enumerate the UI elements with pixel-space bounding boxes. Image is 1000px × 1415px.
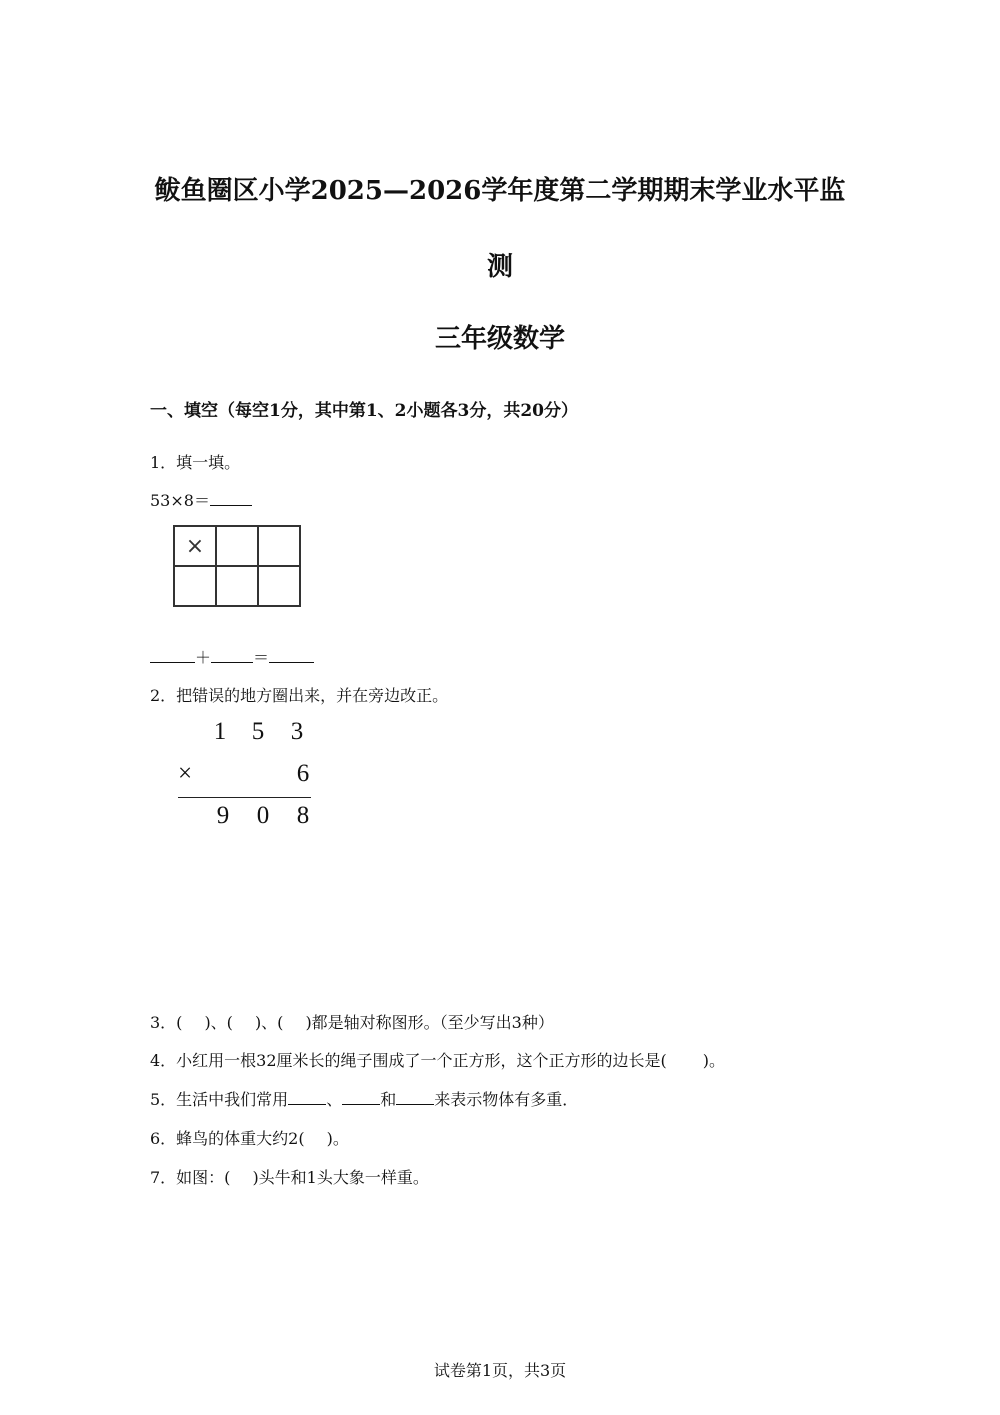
q5-prefix: 5．生活中我们常用 bbox=[150, 1090, 289, 1109]
q6-prefix: 6．蜂鸟的体重大约2( bbox=[150, 1129, 305, 1148]
multiplication-line bbox=[178, 797, 311, 798]
q5-text bbox=[150, 1087, 578, 1110]
q1-answer-blank[interactable] bbox=[210, 489, 252, 506]
exam-title-line2: 测 bbox=[486, 252, 513, 282]
page-footer: 试卷第1页，共3页 bbox=[433, 1361, 567, 1380]
q5-suffix: 来表示物体有多重． bbox=[434, 1090, 579, 1109]
q7-text bbox=[150, 1165, 429, 1188]
q5-sep2: 和 bbox=[380, 1090, 397, 1109]
q7-prefix: 7．如图：( bbox=[150, 1168, 231, 1187]
q1-expr-text: 53×8＝ bbox=[150, 491, 210, 510]
q1-sum-line bbox=[150, 645, 314, 668]
grid-cell[interactable] bbox=[258, 526, 300, 566]
grid-cell[interactable] bbox=[174, 566, 216, 606]
top-digit: 3 bbox=[290, 718, 304, 745]
q4-prefix: 4．小红用一根32厘米长的绳子围成了一个正方形，这个正方形的边长是( bbox=[150, 1051, 667, 1070]
multiplier-digit: 6 bbox=[296, 760, 310, 787]
times-sign: × bbox=[177, 760, 193, 787]
q1-expression bbox=[150, 488, 252, 511]
q1-text: 1．填一填。 bbox=[150, 453, 241, 472]
top-digit: 1 bbox=[213, 718, 227, 745]
q4-suffix: )。 bbox=[702, 1051, 726, 1070]
exam-subtitle: 三年级数学 bbox=[434, 324, 565, 354]
result-digit[interactable]: 8 bbox=[296, 802, 310, 829]
q5-blank-1[interactable] bbox=[288, 1088, 326, 1105]
q1-blank-b[interactable] bbox=[211, 646, 253, 663]
q2-text: 2．把错误的地方圈出来，并在旁边改正。 bbox=[150, 686, 449, 705]
q6-text bbox=[150, 1126, 349, 1149]
top-digit: 5 bbox=[251, 718, 265, 745]
q7-suffix: )头牛和1头大象一样重。 bbox=[252, 1168, 429, 1187]
equals-sign: ＝ bbox=[253, 648, 270, 667]
q1-blank-a[interactable] bbox=[150, 646, 195, 663]
q6-suffix: )。 bbox=[326, 1129, 349, 1148]
q5-blank-2[interactable] bbox=[342, 1088, 380, 1105]
q3-prefix: 3．( bbox=[150, 1013, 183, 1032]
grid-cell-symbol: × bbox=[174, 526, 216, 566]
q3-suffix: )都是轴对称图形。（至少写出3种） bbox=[305, 1013, 554, 1032]
grid-cell[interactable] bbox=[216, 526, 258, 566]
q1-blank-c[interactable] bbox=[269, 646, 314, 663]
q3-sep2: )、( bbox=[254, 1013, 284, 1032]
result-digit[interactable]: 0 bbox=[256, 802, 270, 829]
section1-heading: 一、填空（每空1分，其中第1、2小题各3分，共20分） bbox=[150, 401, 578, 421]
q5-blank-3[interactable] bbox=[396, 1088, 434, 1105]
q3-text bbox=[150, 1010, 554, 1033]
grid-cell[interactable] bbox=[258, 566, 300, 606]
q3-sep1: )、( bbox=[204, 1013, 233, 1032]
plus-sign: ＋ bbox=[195, 648, 212, 667]
grid-cell[interactable] bbox=[216, 566, 258, 606]
result-digit[interactable]: 9 bbox=[216, 802, 230, 829]
q5-sep1: 、 bbox=[326, 1090, 343, 1109]
q1-multiplication-grid bbox=[173, 525, 301, 607]
q4-text bbox=[150, 1048, 725, 1071]
exam-title-line1: 鲅鱼圈区小学2025—2026学年度第二学期期末学业水平监 bbox=[154, 176, 846, 206]
